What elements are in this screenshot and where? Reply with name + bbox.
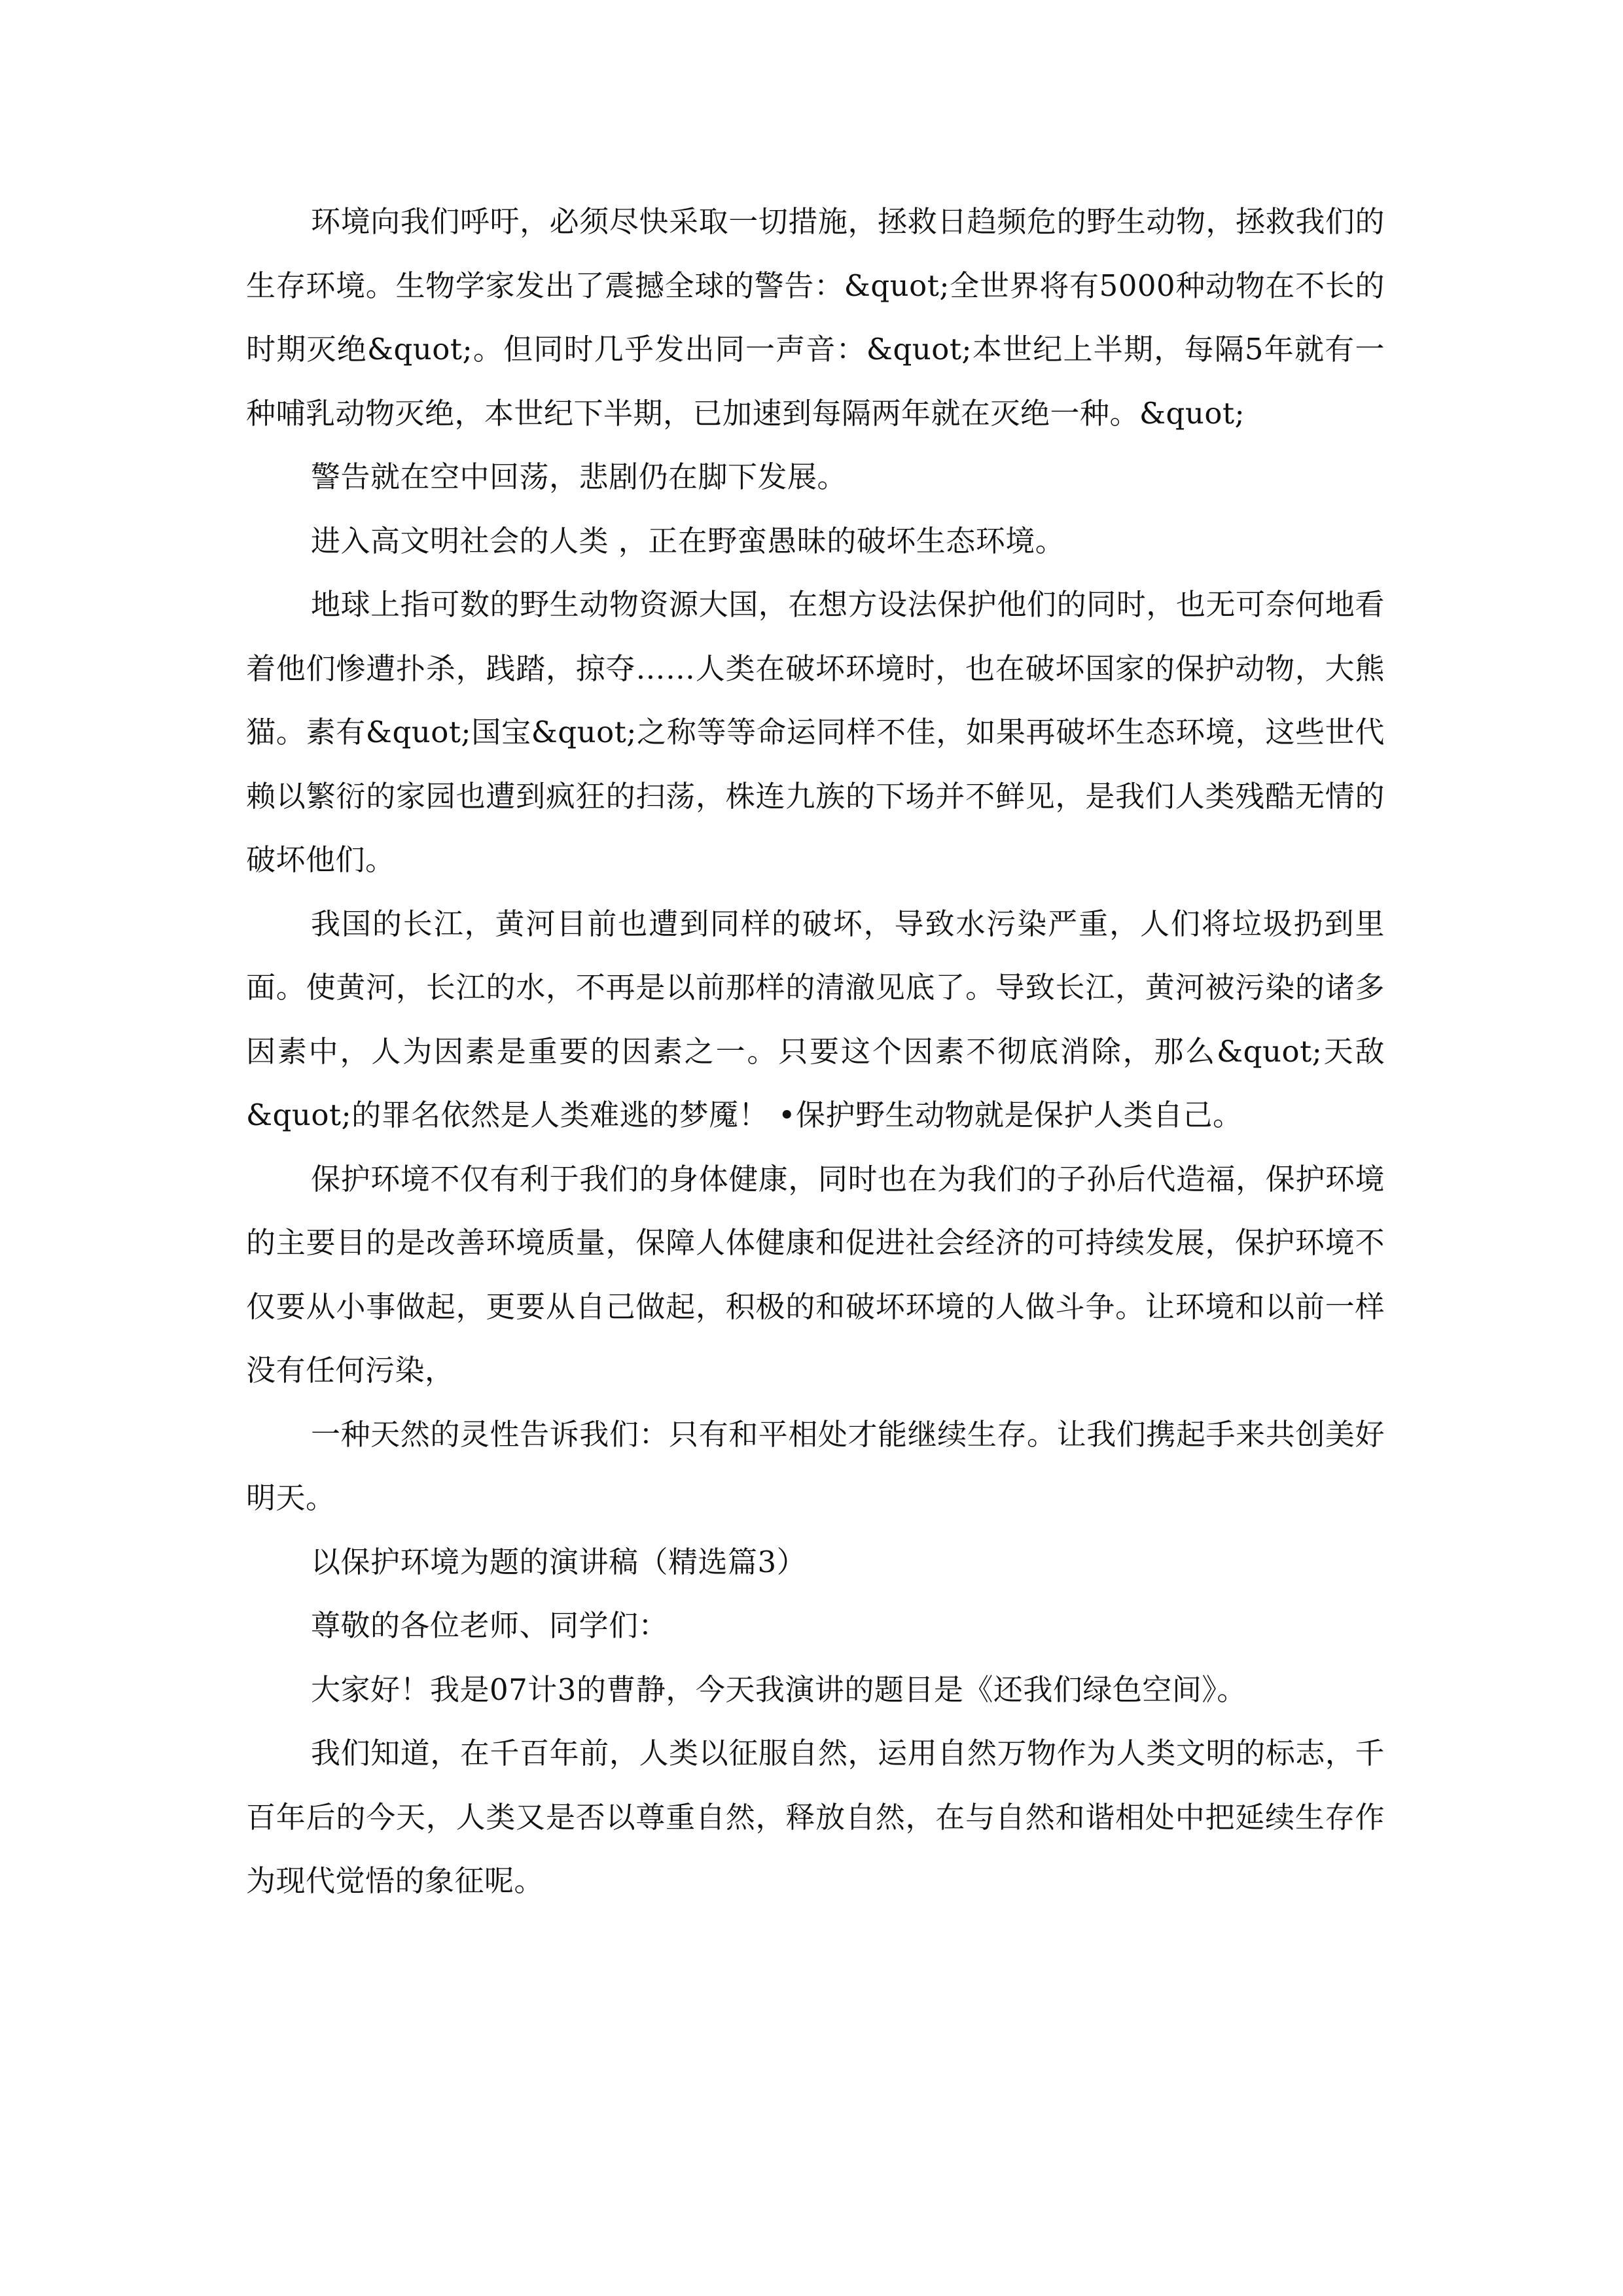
paragraph: 环境向我们呼吁，必须尽快采取一切措施，拯救日趋频危的野生动物，拯救我们的生存环境。生物学家发出了震撼全球的警告：&quot;全世界将有5000种动物在不长的时期灭绝&quot;。但同时几乎发出同一声音：&quot;本世纪上半期，每隔5年就有一种哺乳动物灭绝，本世纪下半期，已加速到每隔两年就在灭绝一种。&quot; xyxy=(246,204,1385,431)
paragraph: 警告就在空中回荡，悲剧仍在脚下发展。 xyxy=(311,459,847,494)
section-heading: 以保护环境为题的演讲稿（精选篇3） xyxy=(311,1544,807,1579)
paragraph: 我们知道，在千百年前，人类以征服自然，运用自然万物作为人类文明的标志，千百年后的今天，人类又是否以尊重自然，释放自然，在与自然和谐相处中把延续生存作为现代觉悟的象征呢。 xyxy=(246,1736,1385,1898)
paragraph: 一种天然的灵性告诉我们：只有和平相处才能继续生存。让我们携起手来共创美好明天。 xyxy=(246,1416,1385,1515)
document-body xyxy=(246,190,1385,1913)
paragraph: 地球上指可数的野生动物资源大国，在想方设法保护他们的同时，也无可奈何地看着他们惨遭扑杀，践踏，掠夺……人类在破坏环境时，也在破坏国家的保护动物，大熊猫。素有&quot;国宝&quot;之称等等命运同样不佳，如果再破坏生态环境，这些世代赖以繁衍的家园也遭到疯狂的扫荡，株连九族的下场并不鲜见，是我们人类残酷无情的破坏他们。 xyxy=(246,587,1385,877)
salutation: 尊敬的各位老师、同学们： xyxy=(311,1608,669,1643)
paragraph: 我国的长江，黄河目前也遭到同样的破坏，导致水污染严重，人们将垃圾扔到里面。使黄河，长江的水，不再是以前那样的清澈见底了。导致长江，黄河被污染的诸多因素中，人为因素是重要的因素之一。只要这个因素不彻底消除，那么&quot;天敌&quot;的罪名依然是人类难逃的梦魇！ •保护野生动物就是保护人类自己。 xyxy=(246,906,1385,1132)
paragraph: 保护环境不仅有利于我们的身体健康，同时也在为我们的子孙后代造福，保护环境的主要目的是改善环境质量，保障人体健康和促进社会经济的可持续发展，保护环境不仅要从小事做起，更要从自己做起，积极的和破坏环境的人做斗争。让环境和以前一样没有任何污染， xyxy=(246,1161,1385,1388)
paragraph: 进入高文明社会的人类 ，正在野蛮愚昧的破坏生态环境。 xyxy=(311,523,1065,558)
paragraph: 大家好！我是07计3的曹静，今天我演讲的题目是《还我们绿色空间》。 xyxy=(311,1672,1247,1707)
